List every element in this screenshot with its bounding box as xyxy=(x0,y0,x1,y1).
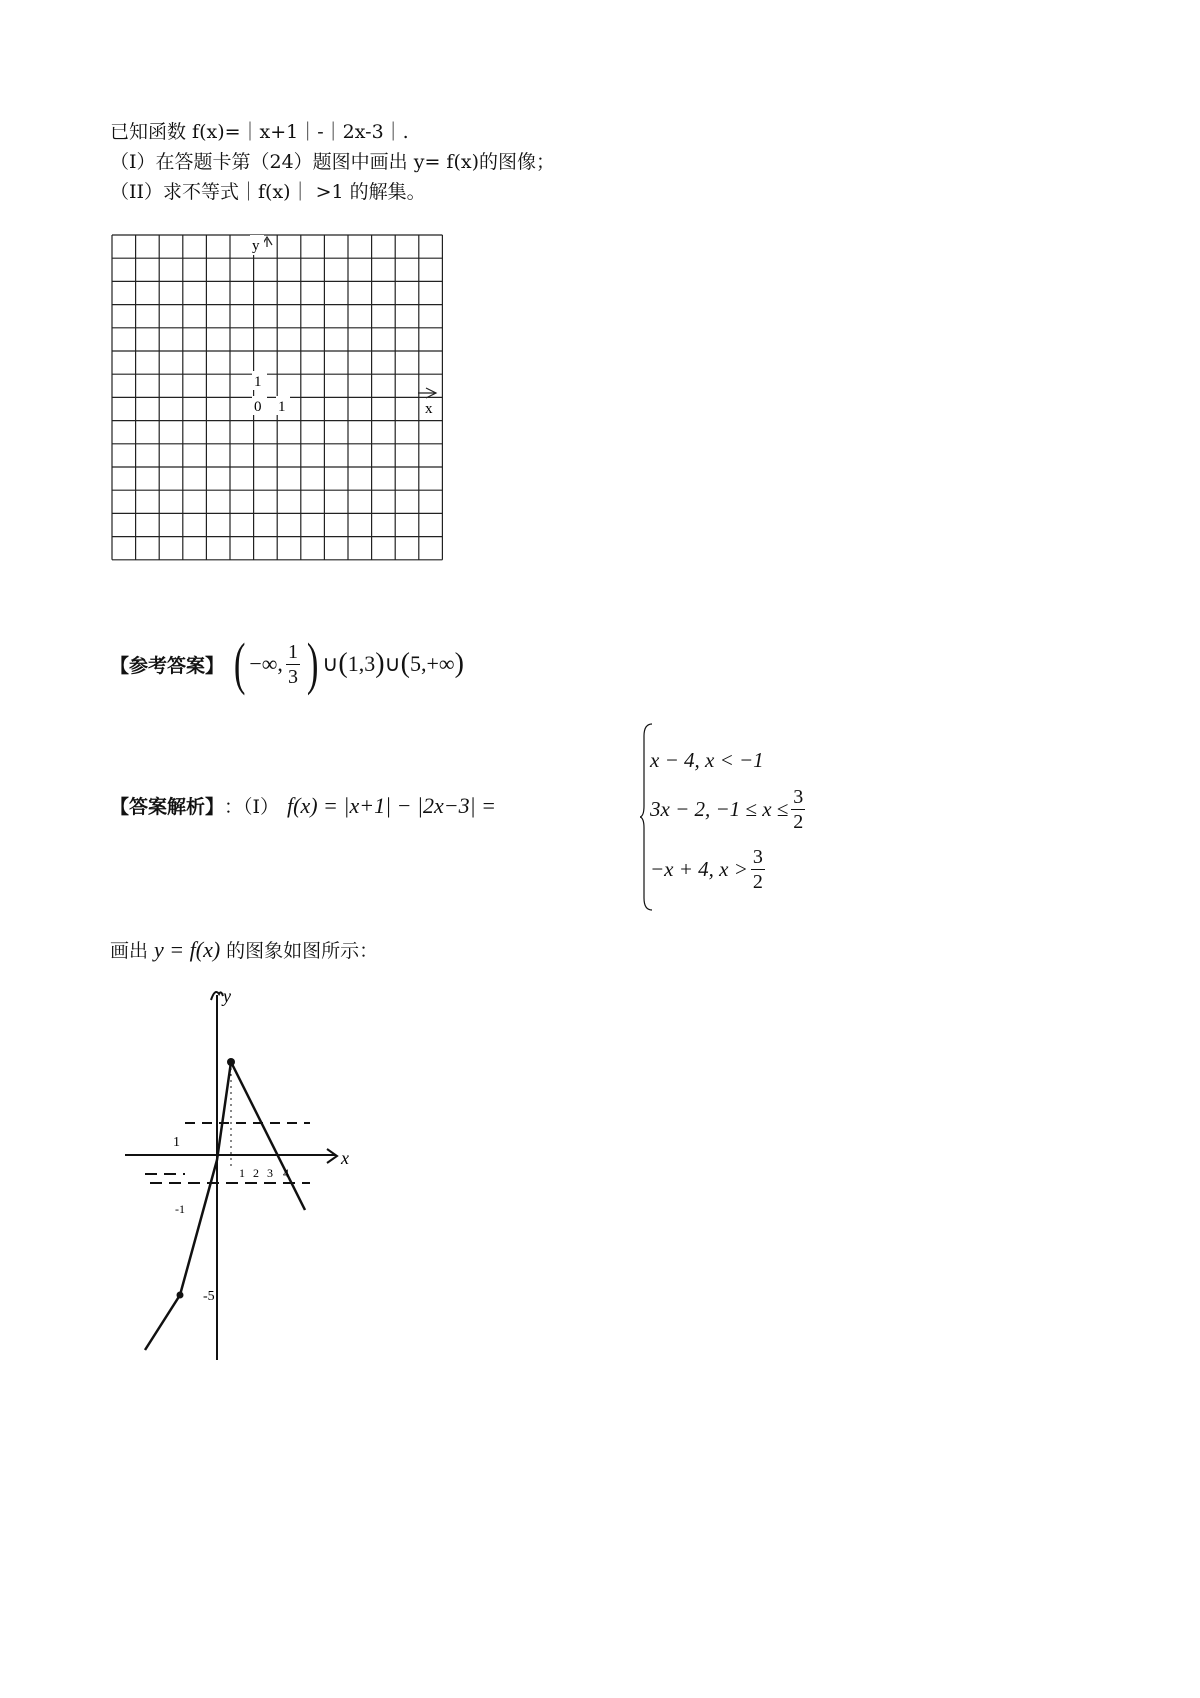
problem-part-1: （I）在答题卡第（24）题图中画出 y= f(x)的图像； xyxy=(110,151,555,173)
reference-answer: 【参考答案】 ( −∞, $\frac{1}{3}$ ) ∪ ( 1,3 ) ∪ ( 5,+∞ ) xyxy=(110,631,464,696)
interval-1-3: 1,3 xyxy=(347,651,376,676)
problem-part-2: （II）求不等式｜f(x)｜ >1 的解集。 xyxy=(110,181,426,203)
fraction-one-third: $\frac{1}{3}$ xyxy=(287,640,298,688)
piecewise-case-1: x − 4, x < −1 xyxy=(650,748,764,772)
grid-x-unit-label: 1 xyxy=(278,399,286,415)
sketch-label-x3: 3 xyxy=(267,1166,273,1180)
union-symbol: ∪ xyxy=(322,651,339,676)
explanation-part-marker: ：（I） xyxy=(224,796,280,818)
explanation-expression: f(x) = |x+1| − |2x−3| = xyxy=(287,792,497,818)
reference-answer-label: 【参考答案】 xyxy=(110,654,225,677)
drawing-caption: 画出 y = f(x) 的图象如图所示： xyxy=(110,936,379,962)
sketch-label-y-neg5: -5 xyxy=(203,1289,215,1304)
piecewise-case-2: 3x − 2, −1 ≤ x ≤ $\frac{3}{2}$ xyxy=(650,786,804,833)
piecewise-case-3: −x + 4, x > $\frac{3}{2}$ xyxy=(650,846,763,893)
sketch-label-x2: 2 xyxy=(253,1166,259,1180)
interval-5-inf: 5,+∞ xyxy=(409,651,455,676)
sketch-y-label: y xyxy=(223,986,231,1006)
problem-statement: 已知函数 f(x)=｜x+1｜-｜2x-3｜. xyxy=(110,121,409,143)
sketch-label-x1: 1 xyxy=(239,1166,245,1180)
grid-y-label: y xyxy=(252,238,260,254)
sketch-label-x4: 4 xyxy=(283,1166,289,1180)
sketch-label-y1: 1 xyxy=(173,1135,180,1150)
corner-point xyxy=(177,1292,184,1299)
grid-origin-label: 0 xyxy=(254,399,262,415)
peak-point xyxy=(227,1058,235,1066)
answer-explanation xyxy=(110,700,810,920)
sketch-x-label: x xyxy=(341,1148,349,1168)
function-graph xyxy=(145,1062,305,1350)
answer-grid-figure xyxy=(110,233,450,567)
hand-sketch-graph xyxy=(105,980,365,1364)
explanation-label: 【答案解析】 xyxy=(110,796,225,818)
grid-y-unit-label: 1 xyxy=(254,374,262,390)
sketch-label-y-neg1: -1 xyxy=(175,1202,185,1216)
grid-x-label: x xyxy=(425,401,433,417)
caption-expression: y = f(x) xyxy=(154,936,221,962)
interval-neg-inf: −∞, xyxy=(249,651,283,676)
union-symbol-2: ∪ xyxy=(384,651,401,676)
